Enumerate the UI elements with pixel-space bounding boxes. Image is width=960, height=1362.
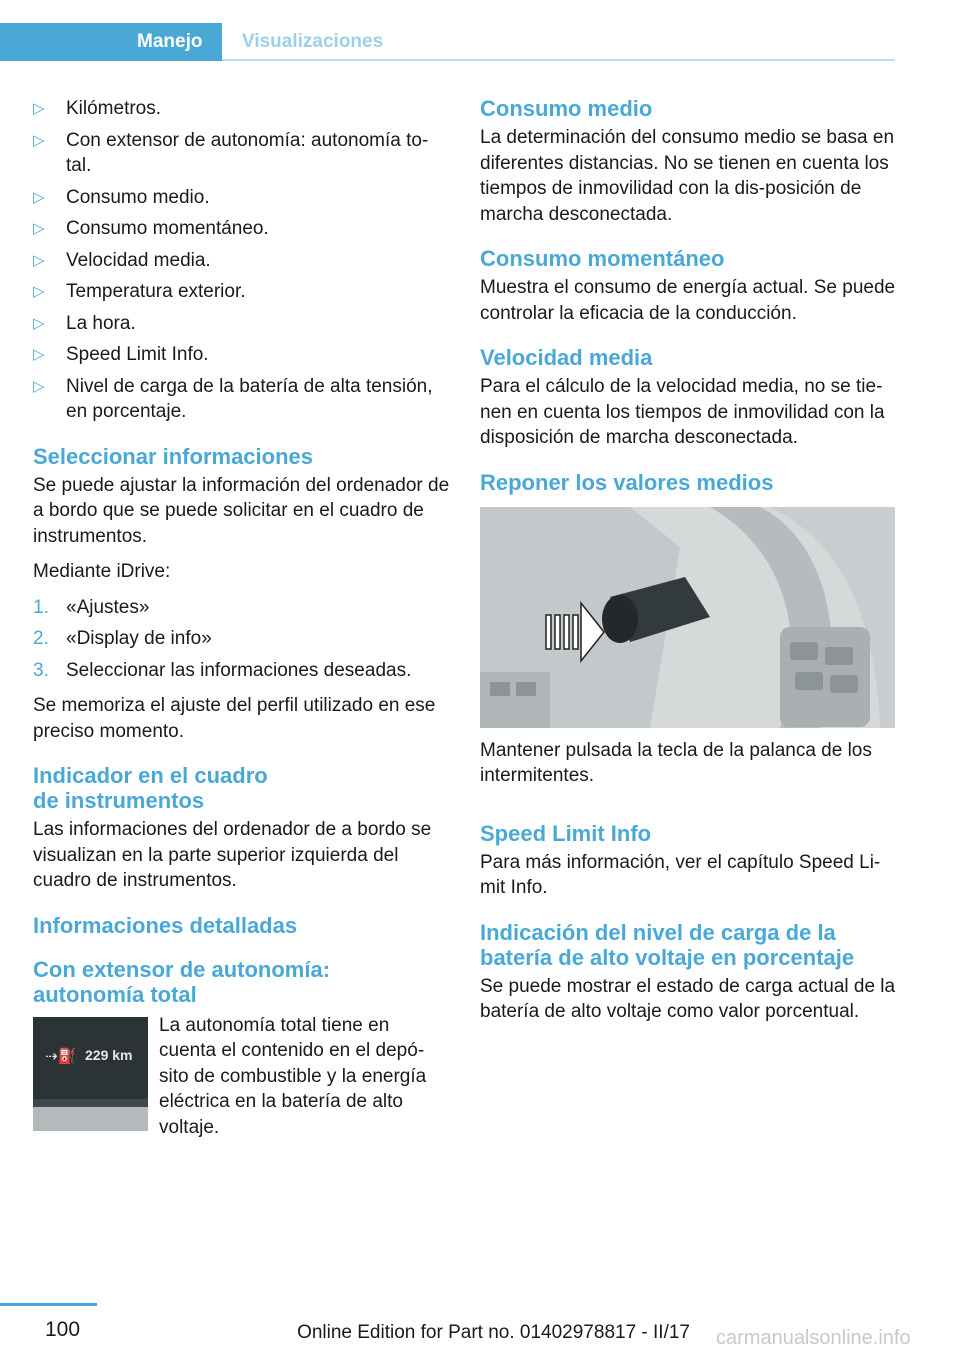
indicator-heading: Indicador en el cuadro de instrumentos [33, 763, 268, 813]
steps-list [33, 595, 451, 684]
range-figure-row [33, 1013, 451, 1143]
page-number: 100 [45, 1318, 81, 1341]
detail-heading: Informaciones detalladas [33, 912, 298, 938]
list-item: ▷ Con extensor de autonomía: autonomía to‐tal. [33, 129, 429, 176]
step-item: 3. Seleccionar las informaciones deseadas. [33, 659, 412, 681]
select-info-heading: Seleccionar informaciones [33, 443, 313, 469]
triangle-bullet-icon: ▷ [33, 377, 45, 395]
fuel-pump-icon: ⇢⛽ [45, 1047, 77, 1065]
idrive-label: Mediante iDrive: [33, 561, 171, 582]
reset-text: Mantener pulsada la tecla de la palanca de los intermitentes. [480, 739, 872, 786]
list-item: ▷ Temperatura exterior. [33, 279, 451, 305]
triangle-bullet-icon: ▷ [33, 100, 45, 117]
footer-rule [0, 1303, 97, 1306]
header-chapter-label: Visualizaciones [242, 31, 384, 52]
list-item: ▷ Speed Limit Info. [33, 342, 451, 368]
header-section-label: Manejo [137, 31, 203, 52]
charge-level-text: Se puede mostrar el estado de carga actual de la batería de alto voltaje como valor porcentual. [480, 975, 896, 1022]
instant-consumption-heading: Consumo momentáneo [480, 246, 725, 271]
left-column [33, 96, 451, 1143]
reset-heading: Reponer los valores medios [480, 469, 774, 495]
memo-text: Se memoriza el ajuste del perfil utilizado en ese preciso momento. [33, 695, 436, 742]
speed-limit-text: Para más información, ver el capítulo Speed Li‐mit Info. [480, 851, 881, 898]
avg-speed-heading: Velocidad media [480, 345, 653, 370]
indicator-text: Las informaciones del ordenador de a bordo se visualizan en la parte superior izquierda del cuadro de instrumentos. [33, 819, 432, 891]
list-item: ▷ Kilómetros. [33, 96, 451, 122]
step-item: 1. «Ajustes» [33, 596, 150, 618]
triangle-bullet-icon: ▷ [33, 346, 45, 363]
list-item: ▷ Velocidad media. [33, 248, 451, 274]
list-item: ▷ Consumo medio. [33, 185, 451, 211]
edition-note: Online Edition for Part no. 01402978817 - II/17 [297, 1322, 690, 1343]
watermark: carmanualsonline.info [716, 1327, 911, 1349]
triangle-bullet-icon: ▷ [33, 283, 45, 300]
instant-consumption-text: Muestra el consumo de energía actual. Se puede controlar la eficacia de la conducción. [480, 277, 896, 324]
list-item: ▷ La hora. [33, 311, 451, 337]
header-rule [222, 59, 895, 61]
triangle-bullet-icon: ▷ [33, 131, 45, 149]
charge-level-heading: Indicación del nivel de carga de la batería de alto voltaje en porcentaje [480, 919, 855, 970]
triangle-bullet-icon: ▷ [33, 251, 45, 269]
range-text: La autonomía total tiene en cuenta el contenido en el depó‐sito de combustible y la energía eléctrica en la batería de alto voltaje. [159, 1014, 427, 1138]
range-heading: Con extensor de autonomía: autonomía total [33, 956, 331, 1007]
speed-limit-heading: Speed Limit Info [480, 820, 652, 846]
range-display-value: 229 km [85, 1046, 133, 1063]
list-item: ▷ Consumo momentáneo. [33, 216, 451, 242]
steering-lever-photo [480, 507, 895, 728]
list-item: ▷ Nivel de carga de la batería de alta tensión, en porcentaje. [33, 375, 433, 422]
step-item: 2. «Display de info» [33, 628, 212, 649]
steering-lever-illustration [480, 507, 895, 728]
page-header [0, 23, 895, 61]
avg-speed-text: Para el cálculo de la velocidad media, no se tie‐nen en cuenta los tiempos de inmovilidad con la disposición de marcha desconectada. [480, 376, 885, 448]
triangle-bullet-icon: ▷ [33, 188, 45, 206]
select-info-text: Se puede ajustar la información del ordenador de a bordo que se puede solicitar en el cuadro de instrumentos. [33, 474, 450, 547]
right-column [480, 96, 896, 1035]
avg-consumption-heading: Consumo medio [480, 96, 653, 121]
info-list [33, 96, 451, 425]
triangle-bullet-icon: ▷ [33, 220, 45, 237]
range-display-image [33, 1017, 148, 1131]
triangle-bullet-icon: ▷ [33, 314, 45, 332]
avg-consumption-text: La determinación del consumo medio se basa en diferentes distancias. No se tienen en cuenta los tiempos de inmovilidad con la dis‐posición de marcha desconectada. [480, 127, 895, 225]
